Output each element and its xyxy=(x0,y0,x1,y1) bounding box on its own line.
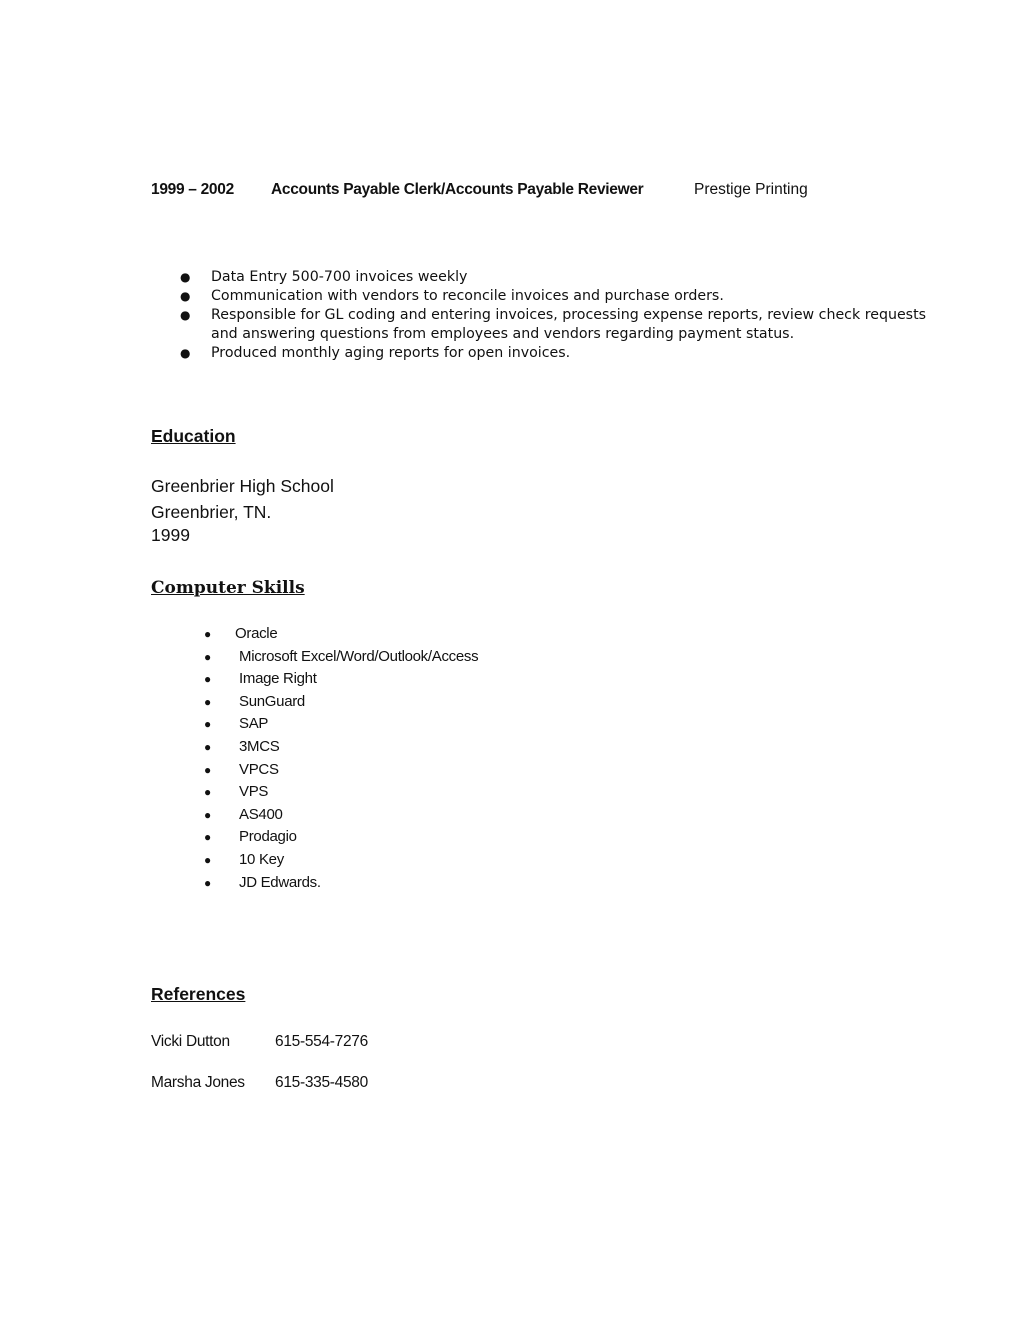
job-duties-list xyxy=(151,268,931,363)
list-item: ● Data Entry 500-700 invoices weekly xyxy=(180,269,468,285)
list-item: ● SunGuard xyxy=(151,691,478,714)
reference-name: Vicki Dutton xyxy=(151,1033,230,1050)
list-item: ● AS400 xyxy=(151,804,478,827)
bullet-icon: ● xyxy=(204,875,211,890)
education-year: 1999 xyxy=(151,525,190,545)
reference-name: Marsha Jones xyxy=(151,1074,245,1091)
education-heading: Education xyxy=(151,426,236,446)
bullet-icon: ● xyxy=(204,717,211,732)
bullet-icon: ● xyxy=(204,785,211,800)
bullet-icon: ● xyxy=(180,289,191,303)
education-school: Greenbrier High School xyxy=(151,476,334,496)
list-item: ● 10 Key xyxy=(151,849,478,872)
bullet-icon: ● xyxy=(204,830,211,845)
list-item: ● VPS xyxy=(151,781,478,804)
list-item: ● JD Edwards. xyxy=(151,872,478,895)
reference-phone: 615-335-4580 xyxy=(275,1074,368,1091)
bullet-icon: ● xyxy=(204,852,211,867)
list-item: ● Communication with vendors to reconcile invoices and purchase orders. xyxy=(180,288,724,304)
list-item: ● Prodagio xyxy=(151,826,478,849)
list-item: ● Microsoft Excel/Word/Outlook/Access xyxy=(151,646,478,669)
bullet-icon: ● xyxy=(204,672,211,687)
bullet-icon: ● xyxy=(180,346,191,360)
list-item: ● VPCS xyxy=(151,759,478,782)
list-item: ● Oracle xyxy=(151,623,478,646)
bullet-icon: ● xyxy=(180,308,191,322)
bullet-icon: ● xyxy=(204,627,211,641)
job-company: Prestige Printing xyxy=(694,181,808,198)
bullet-icon: ● xyxy=(204,694,211,709)
references-heading: References xyxy=(151,984,246,1004)
list-item: ● Produced monthly aging reports for open invoices. xyxy=(180,345,571,361)
bullet-icon: ● xyxy=(180,270,191,284)
skills-list xyxy=(151,623,478,894)
education-city: Greenbrier, TN. xyxy=(151,502,272,522)
skills-heading: Computer Skills xyxy=(151,578,305,598)
list-item: ● Image Right xyxy=(151,668,478,691)
bullet-icon: ● xyxy=(204,649,211,664)
bullet-icon: ● xyxy=(204,739,211,754)
job-years: 1999 – 2002 xyxy=(151,181,234,198)
list-item: ● Responsible for GL coding and entering invoices, processing expense reports, review check requests and answering questions from employees and vendors regarding payment status. xyxy=(180,307,927,342)
list-item: ● 3MCS xyxy=(151,736,478,759)
reference-phone: 615-554-7276 xyxy=(275,1033,368,1050)
bullet-icon: ● xyxy=(204,807,211,822)
bullet-icon: ● xyxy=(204,762,211,777)
list-item: ● SAP xyxy=(151,713,478,736)
job-title: Accounts Payable Clerk/Accounts Payable Reviewer xyxy=(271,181,644,198)
